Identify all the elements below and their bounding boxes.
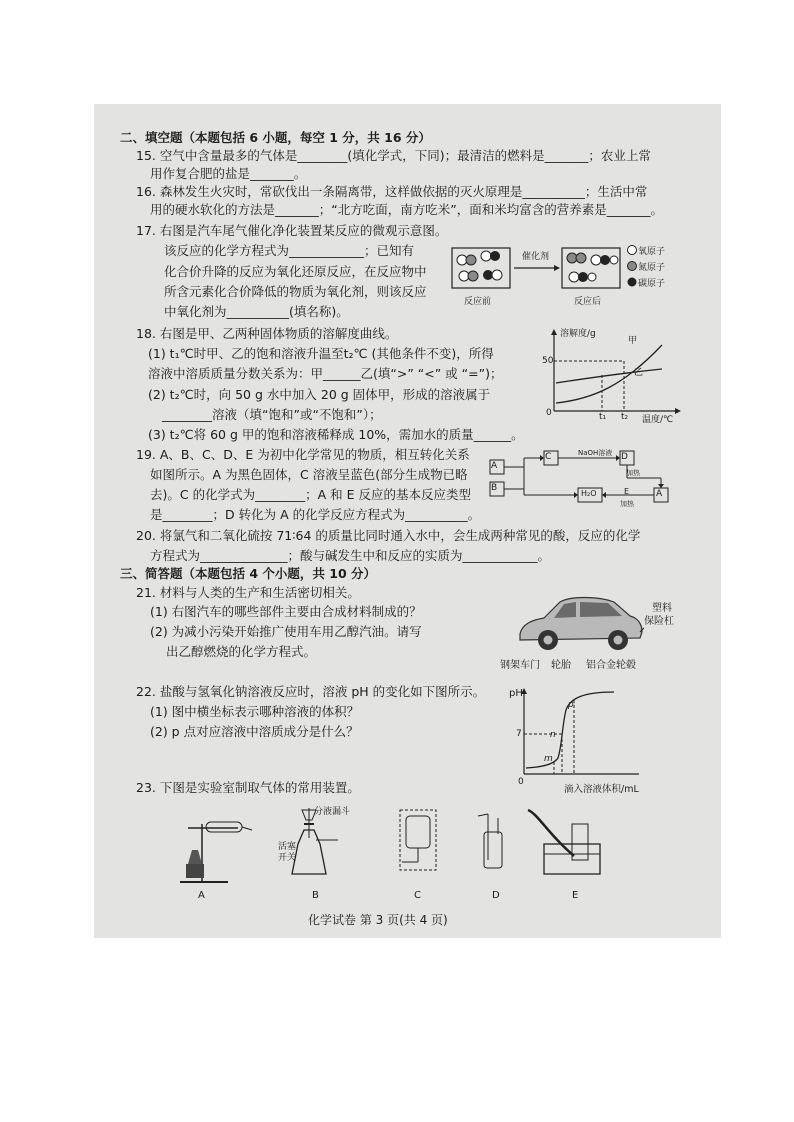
funnel-label: 分液漏斗 <box>314 807 351 817</box>
naoh-label: NaOH溶液 <box>578 449 613 457</box>
q17-line2: 该反应的化学方程式为____________；已知有 <box>164 243 415 258</box>
solubility-xlabel: 温度/℃ <box>642 415 674 425</box>
q18-line4: (2) t₂℃时，向 50 g 水中加入 20 g 固体甲，形成的溶液属于 <box>148 387 491 402</box>
q21-line2: (1) 右图汽车的哪些部件主要由合成材料制成的？ <box>150 604 422 619</box>
heat-label-2: 加热 <box>620 500 634 508</box>
q15-line1: 15. 空气中含量最多的气体是________(填化学式，下同)；最清洁的燃料是_______；农业上常 <box>136 148 651 163</box>
point-n: n <box>550 730 556 740</box>
catalyst-label: 催化剂 <box>522 252 550 262</box>
t2-label: t₂ <box>621 412 629 422</box>
origin-label: 0 <box>546 408 552 418</box>
ph-seven: 7 <box>516 729 522 739</box>
node-a1: A <box>491 461 498 471</box>
page-footer: 化学试卷 第 3 页(共 4 页) <box>308 913 448 927</box>
heat-label-1: 加热 <box>626 469 640 477</box>
car-image <box>514 590 644 654</box>
before-label: 反应前 <box>464 297 492 307</box>
ph-xlabel: 滴入溶液体积/mL <box>564 784 639 795</box>
point-p: p <box>568 700 574 710</box>
valve-label-2: 开关 <box>278 853 297 863</box>
curve-yi: 乙 <box>634 368 644 378</box>
q18-line5: ________溶液（填“饱和”或“不饱和”）； <box>162 407 382 422</box>
ph-origin: 0 <box>518 777 524 787</box>
exam-page <box>94 104 721 938</box>
apparatus-c: C <box>414 890 421 901</box>
t1-label: t₁ <box>599 412 607 422</box>
node-b: B <box>491 483 498 493</box>
node-d: D <box>621 452 628 462</box>
bumper-label: 保险杠 <box>644 616 674 627</box>
q19-line4: 是________；D 转化为 A 的化学反应方程式为__________。 <box>150 507 481 522</box>
q22-line1: 22. 盐酸与氢氧化钠溶液反应时，溶液 pH 的变化如下图所示。 <box>136 684 486 699</box>
node-c: C <box>545 452 552 462</box>
valve-label-1: 活塞 <box>278 842 297 852</box>
q17-line1: 17. 右图是汽车尾气催化净化装置某反应的微观示意图。 <box>136 223 448 238</box>
section-2-title: 二、填空题（本题包括 6 小题，每空 1 分，共 16 分） <box>120 130 431 145</box>
curve-jia: 甲 <box>628 336 638 346</box>
edge-e-label: E <box>624 487 630 496</box>
q18-line2: (1) t₁℃时甲、乙的饱和溶液升温至t₂℃ (其他条件不变)，所得 <box>148 346 494 361</box>
ph-ylabel: pH <box>509 688 523 699</box>
q22-line2: (1) 图中横坐标表示哪种溶液的体积？ <box>150 704 360 719</box>
q17-line5: 中氧化剂为__________(填名称)。 <box>164 304 349 319</box>
q23-line1: 23. 下图是实验室制取气体的常用装置。 <box>136 780 360 795</box>
legend-nitrogen: 氮原子 <box>638 263 666 273</box>
point-m: m <box>544 754 553 764</box>
steel-door-label: 钢架车门 <box>500 660 540 671</box>
apparatus-d: D <box>492 890 500 901</box>
alloy-wheel-label: 铝合金轮毂 <box>586 660 636 671</box>
apparatus-a: A <box>198 890 205 901</box>
q19-line2: 如图所示。A 为黑色固体，C 溶液呈蓝色(部分生成物已略 <box>150 467 468 482</box>
tire-label: 轮胎 <box>551 660 571 671</box>
q22-line3: (2) p 点对应溶液中溶质成分是什么？ <box>150 724 359 739</box>
q17-line3: 化合价升降的反应为氧化还原反应，在反应物中 <box>164 264 427 279</box>
q15-line2: 用作复合肥的盐是_______。 <box>150 166 307 181</box>
node-h2o: H₂O <box>581 489 597 498</box>
lab-apparatus <box>178 804 608 888</box>
q16-line2: 用的硬水软化的方法是_______；“北方吃面，南方吃米”，面和米均富含的营养素是_______。 <box>150 202 663 217</box>
apparatus-b: B <box>312 890 319 901</box>
q19-line1: 19. A、B、C、D、E 为初中化学常见的物质，相互转化关系 <box>136 447 470 462</box>
after-label: 反应后 <box>574 297 602 307</box>
plastic-label: 塑料 <box>652 603 672 614</box>
q18-line6: (3) t₂℃将 60 g 甲的饱和溶液稀释成 10%，需加水的质量______。 <box>148 427 524 442</box>
legend-oxygen: 氧原子 <box>638 247 666 257</box>
node-a2: A <box>656 489 663 499</box>
q21-line4: 出乙醇燃烧的化学方程式。 <box>166 644 317 659</box>
legend-carbon: 碳原子 <box>638 279 666 289</box>
q21-line1: 21. 材料与人类的生产和生活密切相关。 <box>136 585 360 600</box>
q20-line2: 方程式为______________；酸与碱发生中和反应的实质为____________。 <box>150 548 551 563</box>
section-3-title: 三、简答题（本题包括 4 个小题，共 10 分） <box>120 566 377 581</box>
q18-line3: 溶液中溶质质量分数关系为：甲______乙(填“>” “<” 或 “=”)； <box>148 366 503 381</box>
q20-line1: 20. 将氯气和二氧化硫按 71∶64 的质量比同时通入水中，会生成两种常见的酸，反应的化学 <box>136 528 641 543</box>
solubility-ylabel: 溶解度/g <box>560 329 596 339</box>
q16-line1: 16. 森林发生火灾时，常砍伐出一条隔离带，这样做依据的灭火原理是__________；生活中常 <box>136 184 648 199</box>
apparatus-e: E <box>572 890 579 901</box>
q17-line4: 所含元素化合价降低的物质为氧化剂，则该反应 <box>164 284 427 299</box>
tick-50: 50 <box>542 356 554 366</box>
q18-line1: 18. 右图是甲、乙两种固体物质的溶解度曲线。 <box>136 326 398 341</box>
ph-curve <box>504 686 644 782</box>
q19-line3: 去)。C 的化学式为________；A 和 E 反应的基本反应类型 <box>150 487 471 502</box>
q21-line3: (2) 为减小污染开始推广使用车用乙醇汽油。请写 <box>150 624 422 639</box>
